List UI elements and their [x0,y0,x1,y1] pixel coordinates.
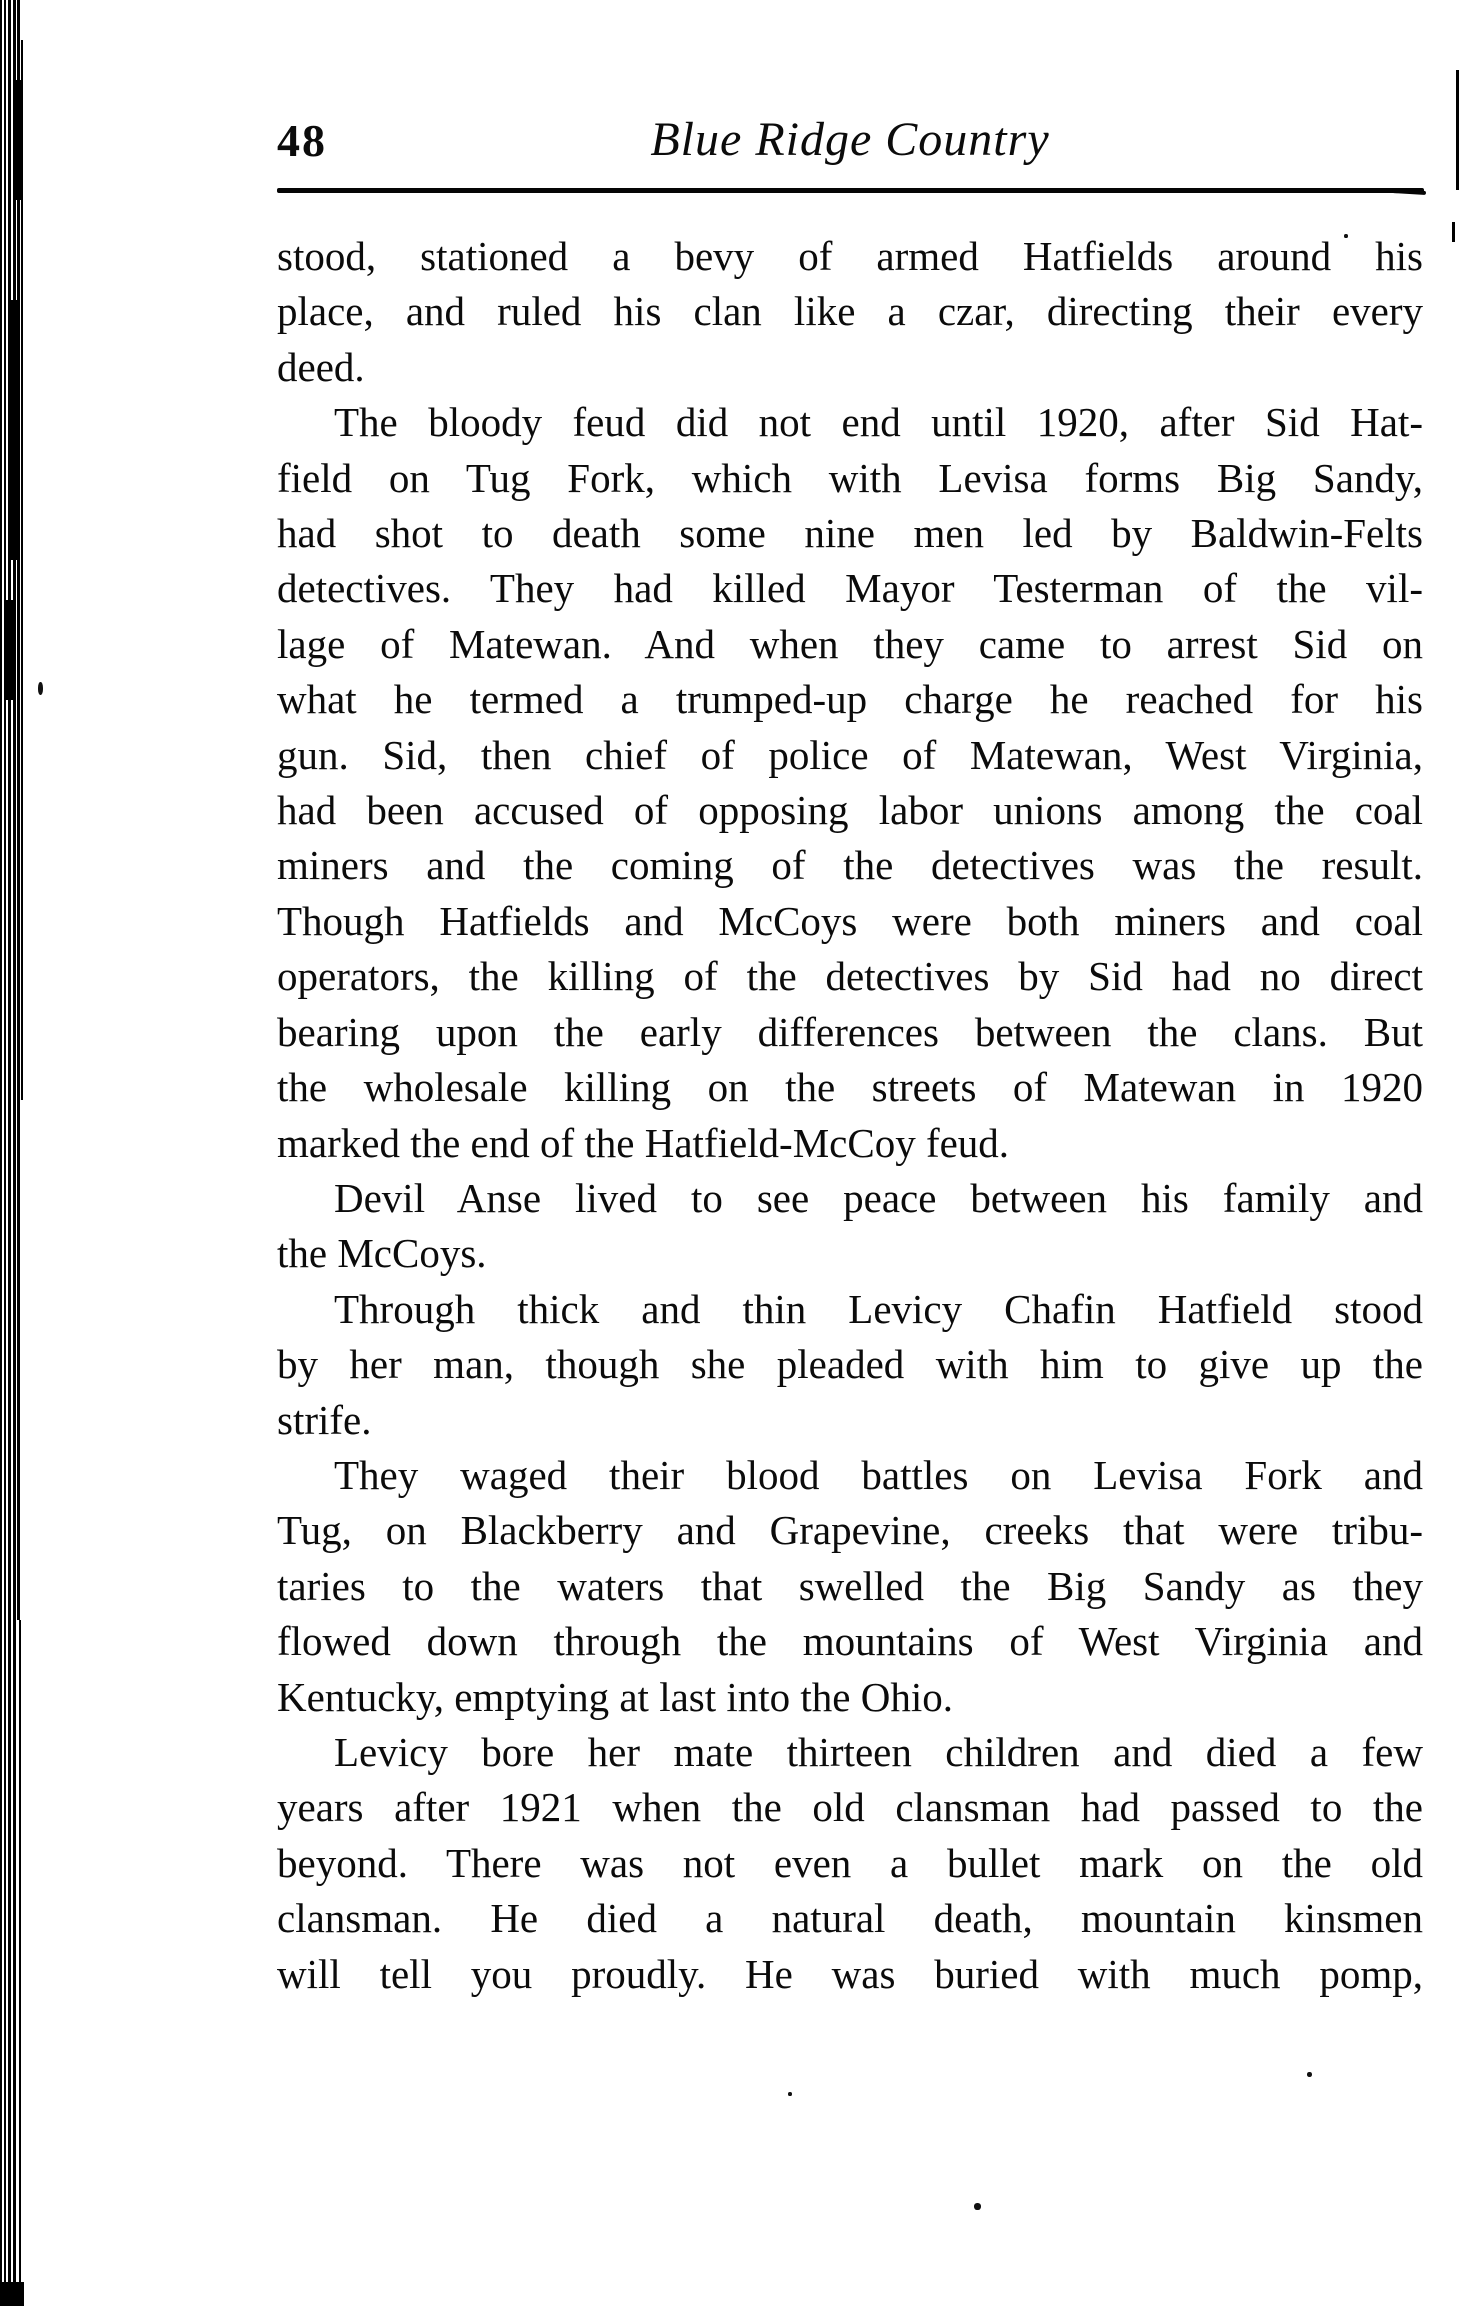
paragraph [277,1171,1423,1282]
ink-speck [38,682,43,695]
header-rule [277,188,1424,193]
text-line: Devil Anse lived to see peace between his family and [334,1174,1423,1221]
page-number: 48 [277,115,327,166]
body-text [277,229,1423,2002]
text-line: Though Hatfields and McCoys were both miners and coal [277,897,1423,944]
ink-speck [974,2203,981,2210]
text-line: detectives. They had killed Mayor Testerman of the vil- [277,565,1423,612]
text-line: marked the end of the Hatfield-McCoy feud. [277,1119,1010,1166]
text-line: Levicy bore her mate thirteen children and died a few [334,1728,1423,1775]
text-line: They waged their blood battles on Levisa Fork and [334,1451,1423,1498]
paragraph [277,1725,1423,2002]
text-line: had shot to death some nine men led by Baldwin-Felts [277,510,1423,557]
page-header [277,112,1423,172]
text-line: Kentucky, emptying at last into the Ohio. [277,1673,953,1720]
ink-speck [788,2092,792,2096]
text-line: field on Tug Fork, which with Levisa forms Big Sandy, [277,454,1423,501]
scan-edge-artifact [1456,70,1459,190]
paragraph [277,229,1423,395]
binding-edge-artifact [0,0,30,2306]
paragraph [277,1282,1423,1448]
text-line: strife. [277,1396,372,1443]
text-line: operators, the killing of the detectives by Sid had no direct [277,953,1423,1000]
text-line: what he termed a trumped-up charge he reached for his [277,676,1423,723]
text-line: deed. [277,343,365,390]
text-line: The bloody feud did not end until 1920, after Sid Hat- [334,399,1423,446]
text-line: taries to the waters that swelled the Big Sandy as they [277,1562,1423,1609]
text-line: will tell you proudly. He was buried with much pomp, [277,1950,1423,1997]
running-title: Blue Ridge Country [650,113,1050,166]
text-line: by her man, though she pleaded with him to give up the [277,1341,1423,1388]
text-line: bearing upon the early differences between the clans. But [277,1008,1423,1055]
paragraph [277,1448,1423,1725]
text-line: Through thick and thin Levicy Chafin Hatfield stood [334,1285,1423,1332]
text-line: miners and the coming of the detectives was the result. [277,842,1423,889]
text-line: clansman. He died a natural death, mountain kinsmen [277,1895,1423,1942]
ink-speck [1307,2072,1312,2077]
text-line: the wholesale killing on the streets of Matewan in 1920 [277,1064,1423,1111]
text-line: stood, stationed a bevy of armed Hatfields around his [277,233,1423,279]
paragraph [277,395,1423,1171]
scan-edge-artifact [1452,222,1455,242]
text-line: beyond. There was not even a bullet mark on the old [277,1839,1423,1886]
text-line: lage of Matewan. And when they came to arrest Sid on [277,620,1423,667]
text-line: the McCoys. [277,1230,487,1277]
text-line: place, and ruled his clan like a czar, directing their every [277,288,1423,335]
text-line: years after 1921 when the old clansman had passed to the [277,1784,1423,1831]
text-line: flowed down through the mountains of West Virginia and [277,1618,1423,1665]
text-line: Tug, on Blackberry and Grapevine, creeks that were tribu- [277,1507,1423,1554]
text-line: had been accused of opposing labor unions among the coal [277,787,1423,834]
text-line: gun. Sid, then chief of police of Matewan, West Virginia, [277,731,1423,778]
